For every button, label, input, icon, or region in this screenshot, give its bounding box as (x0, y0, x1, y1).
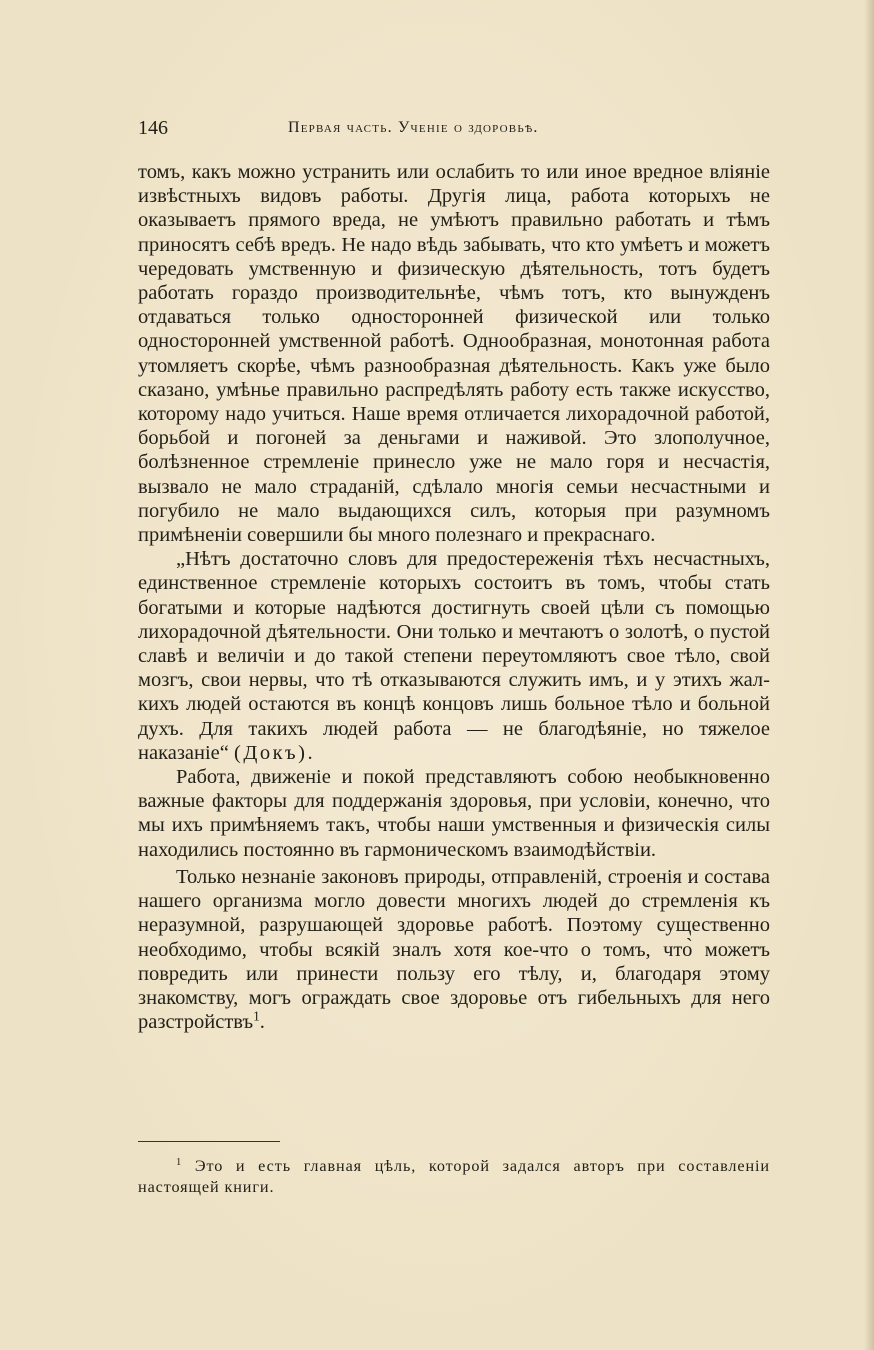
footnote (138, 1156, 770, 1198)
page-edge-shadow (864, 0, 874, 1350)
running-head: Первая часть. Ученіе о здоровьѣ. (288, 119, 539, 136)
paragraph-4: Только незнаніе законовъ природы, отправленій, строенія и состава нашего организма могло довести многихъ людей до стремленія къ неразумной, разрушающей здоровье работѣ. Поэтому существенно необходимо, чтобы всякій зналъ хотя кое-что о томъ, что̀ можетъ повредить или принести пользу его тѣлу, и, благодаря этому знакомству, могъ ограждать свое здоровье отъ гибельныхъ для него разстройствъ$^1$. (138, 865, 770, 1034)
quote-attribution: (Докъ). (234, 741, 316, 764)
paragraph-2-quote (138, 547, 770, 765)
body-text (138, 160, 770, 1034)
page-header (138, 117, 770, 147)
page-number: 146 (138, 117, 168, 139)
footnote-text: Это и есть главная цѣль, которой задался авторъ при составленіи настоящей книги. (138, 1157, 770, 1196)
footnote-reference: 1 (253, 1008, 260, 1024)
footnote-marker: 1 (176, 1157, 183, 1169)
paragraph-4-text: Только незнаніе законовъ природы, отправленій, строенія и состава нашего организма могло довести многихъ людей до стремленія къ неразумной, разрушающей здоровье работѣ. Поэтому существенно необходимо, чтобы всякій зналъ хотя кое-что о томъ, что̀ можетъ повредить или принести пользу его тѣлу, и, благодаря этому знакомству, могъ ограждать свое здоровье отъ гибельныхъ для него разстройствъ (138, 865, 770, 1034)
quote-text: „Нѣтъ достаточно словъ для предостереженія тѣхъ несчастныхъ, единственное стремленіе которыхъ состоитъ въ томъ, чтобы стать богатыми и которые надѣются достигнуть своей цѣли съ помощью лихорадочной дѣятельности. Они только и мечтаютъ о золотѣ, о пустой славѣ и величіи и до такой степени переутомляютъ свое тѣло, свой мозгъ, свои нервы, что тѣ отказываются служить имъ, и у этихъ жалкихъ людей остаются въ концѣ концовъ лишь больное тѣло и больной духъ. Для такихъ людей работа — не благодѣяніе, но тяжелое наказаніе“ (138, 548, 770, 764)
paragraph-3: Работа, движеніе и покой представляютъ собою необыкновенно важные факторы для поддержанія здоровья, при условіи, конечно, что мы ихъ примѣняемъ такъ, чтобы наши умственныя и физическія силы находились постоянно въ гармоническомъ взаимодѣйствіи. (138, 766, 770, 861)
paragraph-1: томъ, какъ можно устранить или ослабить то или иное вредное вліяніе извѣстныхъ видовъ работы. Другія лица, работа которыхъ не оказываетъ прямого вреда, не умѣютъ правильно работать и тѣмъ приносятъ себѣ вредъ. Не надо вѣдь забывать, что кто умѣетъ и можетъ чередовать умственную и физическую дѣятельность, тотъ будетъ работать гораздо производительнѣе, чѣмъ тотъ, кто вынужденъ отдаваться только односторонней физической или только односторонней умственной работѣ. Однообразная, монотонная работа утомляетъ скорѣе, чѣмъ разнообразная дѣятельность. Какъ уже было сказано, умѣнье правильно распредѣлять работу есть также искусство, которому надо учиться. Наше время отличается лихорадочной работой, борьбой и погоней за деньгами и наживой. Это злополучное, болѣзненное стремленіе принесло уже не мало горя и несчастія, вызвало не мало страданій, сдѣлало многія семьи несчастными и погубило не мало выдающихся силъ, которыя при разумномъ примѣненіи совершили бы много полезнаго и прекраснаго. (138, 161, 770, 547)
footnote-rule (138, 1141, 280, 1142)
